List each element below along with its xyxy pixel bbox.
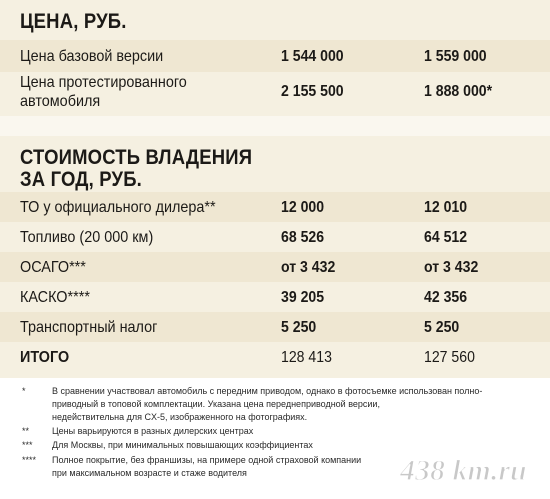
footnote-text: Цены варьируются в разных дилерских центрах xyxy=(52,426,254,436)
row-label-line2: автомобиля xyxy=(20,93,101,110)
footnote-text: Полное покрытие, без франшизы, на примере одной страховой компании xyxy=(52,455,362,465)
value-col2: 1 888 000* xyxy=(424,83,493,100)
footnote-mark: * xyxy=(22,386,26,396)
footnote-mark: *** xyxy=(22,440,33,450)
footnote-text: при максимальном возрасте и стаже водителя xyxy=(52,468,247,478)
footnote-text: В сравнении участвовал автомобиль с передним приводом, однако в фотосъемке использован полно- xyxy=(52,386,483,396)
value-col2: 64 512 xyxy=(424,229,468,246)
footnote-text: Для Москвы, при минимальных повышающих коэффициентах xyxy=(52,440,313,450)
value-col1: 39 205 xyxy=(281,289,325,306)
row-label-line1: Цена протестированного xyxy=(20,74,187,91)
ownership-section-title-line2: ЗА ГОД, РУБ. xyxy=(20,168,142,191)
value-col1: 68 526 xyxy=(281,229,325,246)
total-col1: 128 413 xyxy=(281,349,332,366)
value-col2: от 3 432 xyxy=(424,259,479,276)
site-watermark-logo xyxy=(398,449,546,489)
value-col2: 5 250 xyxy=(424,319,460,336)
row-label: Топливо (20 000 км) xyxy=(20,229,154,246)
footnote-mark: **** xyxy=(22,455,37,465)
price-section-title: ЦЕНА, РУБ. xyxy=(20,10,127,33)
row-label: Транспортный налог xyxy=(20,319,158,336)
value-col1: 5 250 xyxy=(281,319,317,336)
ownership-section-title-line1: СТОИМОСТЬ ВЛАДЕНИЯ xyxy=(20,146,253,169)
value-col1: от 3 432 xyxy=(281,259,336,276)
value-col2: 12 010 xyxy=(424,199,468,216)
row-label: ОСАГО*** xyxy=(20,259,86,276)
value-col1: 2 155 500 xyxy=(281,83,344,100)
value-col1: 12 000 xyxy=(281,199,325,216)
section-gap xyxy=(0,116,550,136)
total-label: ИТОГО xyxy=(20,349,70,366)
total-col2: 127 560 xyxy=(424,349,475,366)
value-col2: 42 356 xyxy=(424,289,468,306)
watermark-text: 438 km.ru xyxy=(400,454,527,487)
footnote-mark: ** xyxy=(22,426,30,436)
footnote-text: приводный в топовой комплектации. Указана цена переднеприводной версии, xyxy=(52,399,380,409)
row-label: ТО у официального дилера** xyxy=(20,199,216,216)
value-col1: 1 544 000 xyxy=(281,48,344,65)
row-label: КАСКО**** xyxy=(20,289,90,306)
footnote-text: недействительна для CX-5, изображенного на фотографиях. xyxy=(52,412,308,422)
value-col2: 1 559 000 xyxy=(424,48,487,65)
row-label: Цена базовой версии xyxy=(20,48,164,65)
